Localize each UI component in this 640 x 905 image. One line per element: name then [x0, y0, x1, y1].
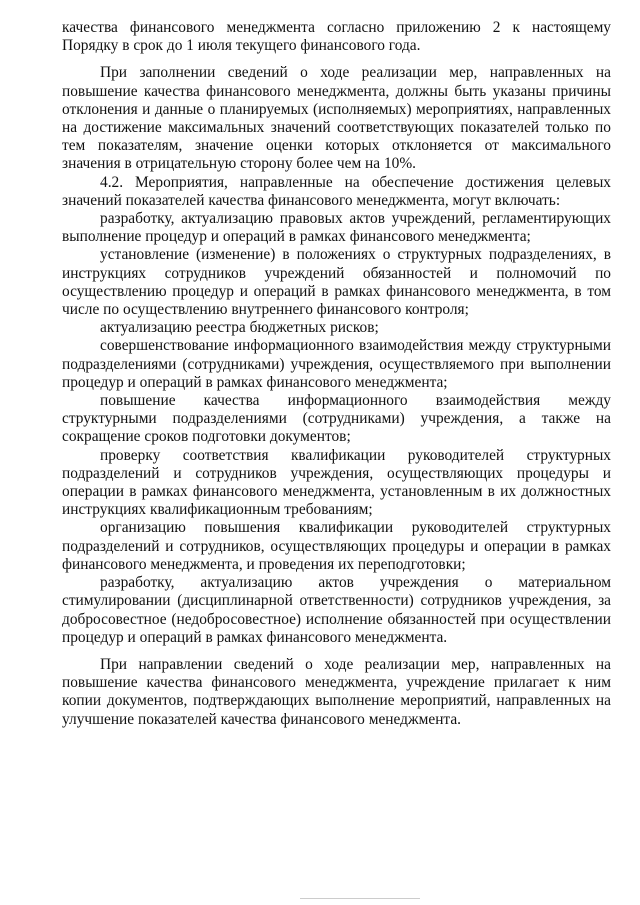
list-item-professional-development: организацию повышения квалификации руководителей структурных подразделений и сотрудников, осуществляющих процедуры и операции в рамках финансового менеджмента, и проведения их переподготовки;	[62, 519, 611, 573]
page-bottom-divider	[300, 898, 420, 899]
paragraph-reporting-requirements: При заполнении сведений о ходе реализации мер, направленных на повышение качества финансового менеджмента, должны быть указаны причины отклонения и данные о планируемых (исполняемых) мероприятиях, направленных на достижение максимальных значений соответствующих показателей только по тем показателям, значение оценки которых отклоняется от максимального значения в отрицательную сторону более чем на 10%.	[62, 64, 611, 173]
list-item-information-interaction: совершенствование информационного взаимодействия между структурными подразделениями (сотрудниками) учреждения, осуществляемого при выполнении процедур и операций в рамках финансового менеджмента;	[62, 337, 611, 391]
paragraph-section-4-2: 4.2. Мероприятия, направленные на обеспечение достижения целевых значений показателей качества финансового менеджмента, могут включать:	[62, 173, 611, 209]
paragraph-supporting-documents: При направлении сведений о ходе реализации мер, направленных на повышение качества финансового менеджмента, учреждение прилагает к ним копии документов, подтверждающих выполнение мероприятий, направленных на улучшение показателей качества финансового менеджмента.	[62, 655, 611, 728]
list-item-interaction-quality: повышение качества информационного взаимодействия между структурными подразделениями (сотрудниками) учреждения, а также на сокращение сроков подготовки документов;	[62, 392, 611, 446]
list-item-incentive-acts: разработку, актуализацию актов учреждения о материальном стимулировании (дисциплинарной ответственности) сотрудников учреждения, за добросовестное (недобросовестное) исполнение обязанностей при осуществлении процедур и операций в рамках финансового менеджмента.	[62, 574, 611, 646]
list-item-qualification-check: проверку соответствия квалификации руководителей структурных подразделений и сотрудников учреждения, осуществляющих процедуры и операции в рамках финансового менеджмента, установленным в их должностных инструкциях квалификационным требованиям;	[62, 446, 611, 519]
document-body	[62, 19, 611, 729]
list-item-risk-registry: актуализацию реестра бюджетных рисков;	[100, 319, 379, 337]
list-item-legal-acts: разработку, актуализацию правовых актов учреждений, регламентирующих выполнение процедур и операций в рамках финансового менеджмента;	[62, 210, 611, 246]
list-item-regulations-update: установление (изменение) в положениях о структурных подразделениях, в инструкциях сотрудников учреждений обязанностей и полномочий по осуществлению процедур и операций в рамках финансового менеджмента, в том числе по осуществлению внутреннего финансового контроля;	[62, 246, 611, 319]
paragraph-continuation: качества финансового менеджмента согласно приложению 2 к настоящему Порядку в срок до 1 июля текущего финансового года.	[62, 19, 611, 55]
